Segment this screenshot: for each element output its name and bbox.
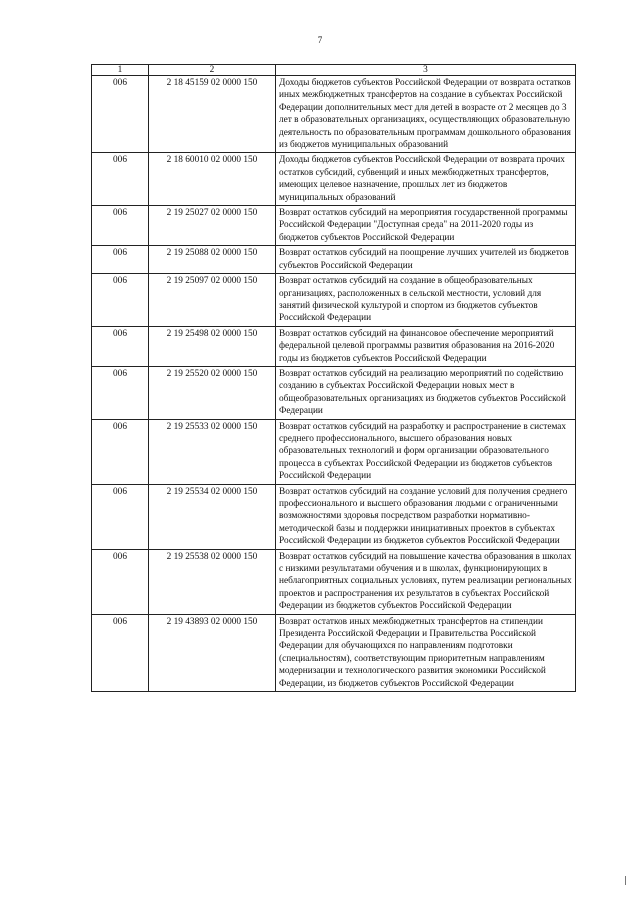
description-cell: Возврат остатков иных межбюджетных трансфертов на стипендии Президента Российской Федерации и Правительства Российской Федерации для обучающихся по направлениям подготовки (специальностям), соответствующим приоритетным направлениям модернизации и технологического развития экономики Российской Федерации, из бюджетов субъектов Российской Федерации: [276, 614, 576, 691]
description-cell: Возврат остатков субсидий на мероприятия государственной программы Российской Федерации "Доступная среда" на 2011-2020 годы из бюджетов субъектов Российской Федерации: [276, 206, 576, 246]
table-row: [92, 549, 576, 614]
admin-code-cell: 006: [92, 366, 149, 419]
table-row: [92, 274, 576, 327]
kbk-code-cell: 2 18 45159 02 0000 150: [149, 76, 276, 153]
column-header-3: 3: [276, 65, 576, 76]
description-cell: Возврат остатков субсидий на реализацию мероприятий по содействию созданию в субъектах Российской Федерации новых мест в общеобразовательных организациях из бюджетов субъектов Российской Федерации: [276, 366, 576, 419]
admin-code-cell: 006: [92, 246, 149, 274]
kbk-code-cell: 2 19 25538 02 0000 150: [149, 549, 276, 614]
kbk-code-cell: 2 19 25097 02 0000 150: [149, 274, 276, 327]
kbk-code-cell: 2 19 25498 02 0000 150: [149, 326, 276, 366]
table-row: [92, 153, 576, 206]
admin-code-cell: 006: [92, 614, 149, 691]
kbk-code-cell: 2 19 25533 02 0000 150: [149, 419, 276, 484]
admin-code-cell: 006: [92, 206, 149, 246]
kbk-code-cell: 2 18 60010 02 0000 150: [149, 153, 276, 206]
admin-code-cell: 006: [92, 326, 149, 366]
description-cell: Возврат остатков субсидий на поощрение лучших учителей из бюджетов субъектов Российской Федерации: [276, 246, 576, 274]
admin-code-cell: 006: [92, 484, 149, 549]
description-cell: Доходы бюджетов субъектов Российской Федерации от возврата прочих остатков субсидий, субвенций и иных межбюджетных трансфертов, имеющих целевое назначение, прошлых лет из бюджетов муниципальных образований: [276, 153, 576, 206]
table-row: [92, 366, 576, 419]
table-row: [92, 206, 576, 246]
budget-classification-table: [91, 64, 576, 692]
kbk-code-cell: 2 19 25534 02 0000 150: [149, 484, 276, 549]
admin-code-cell: 006: [92, 419, 149, 484]
admin-code-cell: 006: [92, 76, 149, 153]
scan-margin-mark: [625, 876, 626, 885]
table-row: [92, 484, 576, 549]
admin-code-cell: 006: [92, 549, 149, 614]
table-row: [92, 326, 576, 366]
column-header-1: 1: [92, 65, 149, 76]
kbk-code-cell: 2 19 25088 02 0000 150: [149, 246, 276, 274]
description-cell: Возврат остатков субсидий на разработку и распространение в системах среднего профессионального, высшего образования новых образовательных технологий и форм организации образовательного процесса в субъектах Российской Федерации из бюджетов субъектов Российской Федерации: [276, 419, 576, 484]
table-row: [92, 76, 576, 153]
admin-code-cell: 006: [92, 274, 149, 327]
kbk-code-cell: 2 19 25027 02 0000 150: [149, 206, 276, 246]
table-row: [92, 614, 576, 691]
column-header-2: 2: [149, 65, 276, 76]
admin-code-cell: 006: [92, 153, 149, 206]
table-header-row: [92, 65, 576, 76]
description-cell: Возврат остатков субсидий на создание в общеобразовательных организациях, расположенных в сельской местности, условий для занятий физической культурой и спортом из бюджетов субъектов Российской Федерации: [276, 274, 576, 327]
table-row: [92, 246, 576, 274]
kbk-code-cell: 2 19 43893 02 0000 150: [149, 614, 276, 691]
kbk-code-cell: 2 19 25520 02 0000 150: [149, 366, 276, 419]
description-cell: Доходы бюджетов субъектов Российской Федерации от возврата остатков иных межбюджетных трансфертов на создание в субъектах Российской Федерации дополнительных мест для детей в возрасте от 2 месяцев до 3 лет в образовательных организациях, осуществляющих образовательную деятельность по образовательным программам дошкольного образования из бюджетов муниципальных образований: [276, 76, 576, 153]
page-number: 7: [317, 35, 323, 45]
table-row: [92, 419, 576, 484]
description-cell: Возврат остатков субсидий на финансовое обеспечение мероприятий федеральной целевой программы развития образования на 2016-2020 годы из бюджетов субъектов Российской Федерации: [276, 326, 576, 366]
description-cell: Возврат остатков субсидий на повышение качества образования в школах с низкими результатами обучения и в школах, функционирующих в неблагоприятных социальных условиях, путем реализации региональных проектов и распространения их результатов в субъектах Российской Федерации из бюджетов субъектов Российской Федерации: [276, 549, 576, 614]
description-cell: Возврат остатков субсидий на создание условий для получения среднего профессионального и высшего образования людьми с ограниченными возможностями здоровья посредством разработки нормативно-методической базы и поддержки инициативных проектов в субъектах Российской Федерации из бюджетов субъектов Российской Федерации: [276, 484, 576, 549]
